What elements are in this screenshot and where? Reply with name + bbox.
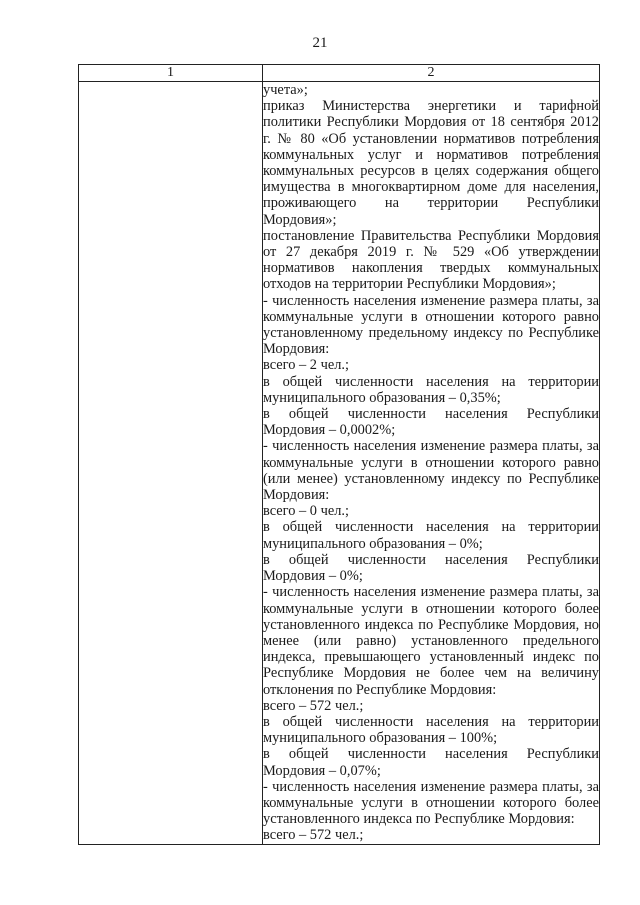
paragraph: в общей численности населения Республики Мордовия – 0%;	[263, 551, 599, 585]
paragraph: - численность населения изменение размера платы, за коммунальные услуги в отношении которого более установленного индекса по Республике Мордовия, но менее (или равно) установленного предельного индекса, превышающего установленный индекс по Республике Мордовия не более чем на величину отклонения по Республике Мордовия:	[263, 584, 599, 698]
paragraph: всего – 572 чел.;	[263, 697, 364, 714]
paragraph: приказ Министерства энергетики и тарифной политики Республики Мордовия от 18 сентября 2012 г. № 80 «Об установлении нормативов потребления коммунальных услуг и нормативов потребления коммунальных ресурсов в целях содержания общего имущества в многоквартирном доме для населения, проживающего на территории Республики Мордовия»;	[263, 98, 599, 228]
paragraph: - численность населения изменение размера платы, за коммунальные услуги в отношении которого равно (или менее) установленному индексу по Республике Мордовия:	[263, 438, 599, 504]
paragraph: - численность населения изменение размера платы, за коммунальные услуги в отношении которого более установленного индекса по Республике Мордовия:	[263, 778, 599, 828]
paragraph: всего – 2 чел.;	[263, 357, 349, 374]
paragraph: в общей численности населения Республики Мордовия – 0,07%;	[263, 746, 599, 779]
paragraph: всего – 572 чел.;	[263, 827, 364, 844]
paragraph: - численность населения изменение размера платы, за коммунальные услуги в отношении которого равно установленному предельному индексу по Республике Мордовия:	[263, 292, 599, 358]
table-cell-column-1	[79, 82, 263, 845]
page-number: 21	[312, 35, 328, 51]
paragraph: в общей численности населения на территории муниципального образования – 0%;	[263, 519, 599, 552]
paragraph: в общей численности населения на территории муниципального образования – 100%;	[263, 713, 599, 747]
paragraph: в общей численности населения на территории муниципального образования – 0,35%;	[263, 373, 599, 406]
column-header-1: 1	[79, 65, 263, 82]
table-row	[79, 82, 600, 845]
paragraph: всего – 0 чел.;	[263, 503, 349, 520]
paragraph: учета»;	[263, 82, 308, 98]
table-cell-column-2	[263, 82, 600, 845]
table-header-row	[79, 65, 600, 82]
document-table	[78, 64, 600, 845]
column-header-2: 2	[263, 65, 600, 82]
paragraph: постановление Правительства Республики Мордовия от 27 декабря 2019 г. № 529 «Об утверждении нормативов накопления твердых коммунальных отходов на территории Республики Мордовия»;	[263, 227, 599, 293]
paragraph: в общей численности населения Республики Мордовия – 0,0002%;	[263, 406, 599, 439]
